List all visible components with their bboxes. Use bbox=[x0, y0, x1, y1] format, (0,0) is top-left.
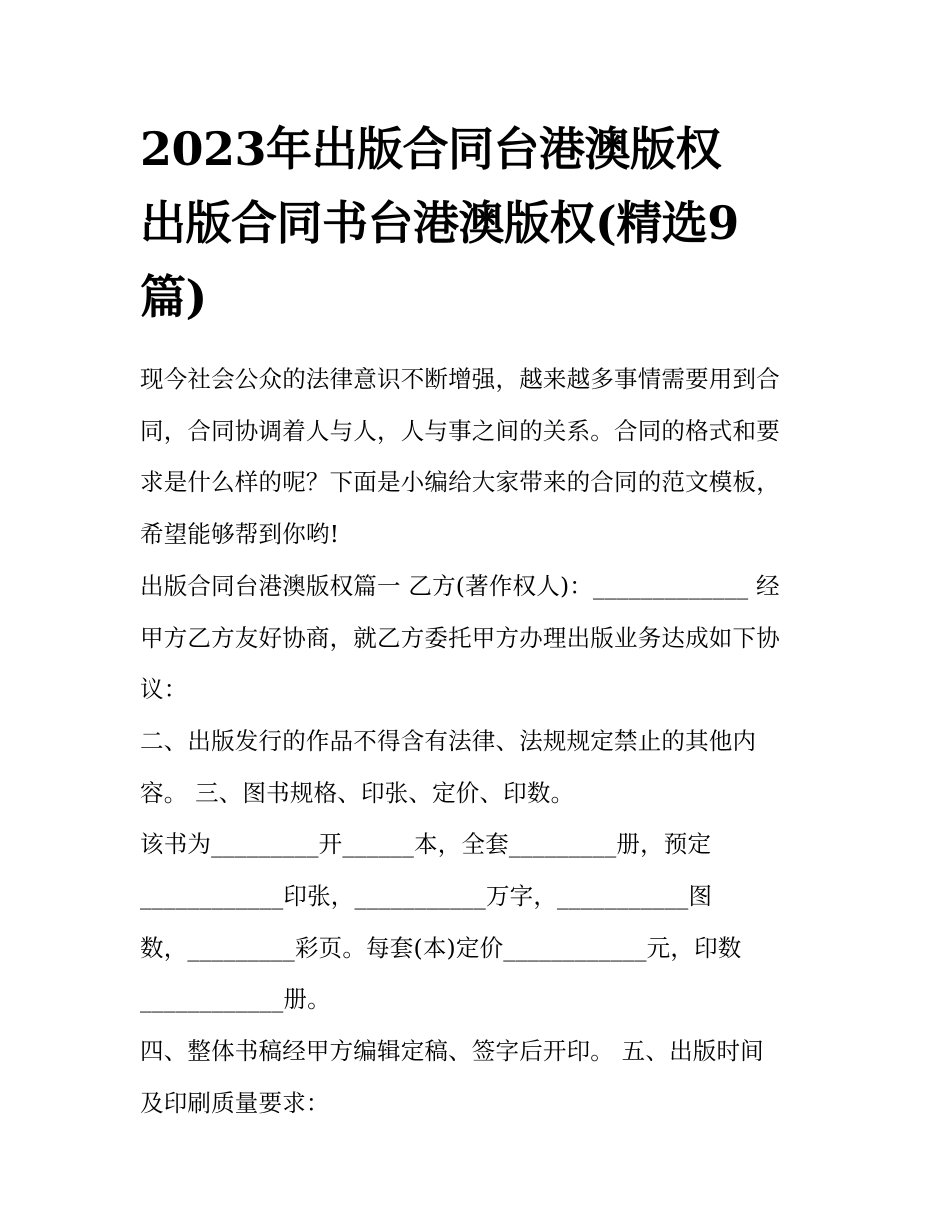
body-line: 二、出版发行的作品不得含有法律、法规规定禁止的其他内 bbox=[140, 726, 757, 755]
document-body bbox=[140, 354, 820, 1130]
body-line: 该书为_________开______本，全套_________册，预定 bbox=[140, 830, 712, 859]
title-line: 2023年出版合同台港澳版权 bbox=[140, 122, 722, 176]
body-line: 容。 三、图书规格、印张、定价、印数。 bbox=[140, 778, 575, 807]
body-line: ____________印张，___________万字，___________图 bbox=[140, 882, 713, 911]
body-line: 希望能够帮到你哟! bbox=[140, 520, 340, 549]
body-line: 现今社会公众的法律意识不断增强，越来越多事情需要用到合 bbox=[140, 365, 780, 393]
body-line: 同，合同协调着人与人，人与事之间的关系。合同的格式和要 bbox=[140, 416, 780, 445]
body-line: 甲方乙方友好协商，就乙方委托甲方办理出版业务达成如下协 bbox=[140, 623, 780, 652]
body-line: ____________册。 bbox=[140, 985, 331, 1014]
title-line: 出版合同书台港澳版权(精选9 bbox=[140, 196, 739, 250]
document-title bbox=[140, 112, 820, 334]
body-line: 及印刷质量要求： bbox=[140, 1088, 330, 1117]
body-line: 议： bbox=[140, 675, 188, 704]
body-line: 四、整体书稿经甲方编辑定稿、签字后开印。 五、出版时间 bbox=[140, 1037, 764, 1066]
body-line: 求是什么样的呢？下面是小编给大家带来的合同的范文模板， bbox=[140, 468, 780, 497]
body-line: 出版合同台港澳版权篇一 乙方(著作权人)：_____________ 经 bbox=[140, 571, 780, 600]
title-line: 篇) bbox=[140, 270, 207, 324]
body-line: 数，_________彩页。每套(本)定价____________元，印数 bbox=[140, 933, 742, 962]
